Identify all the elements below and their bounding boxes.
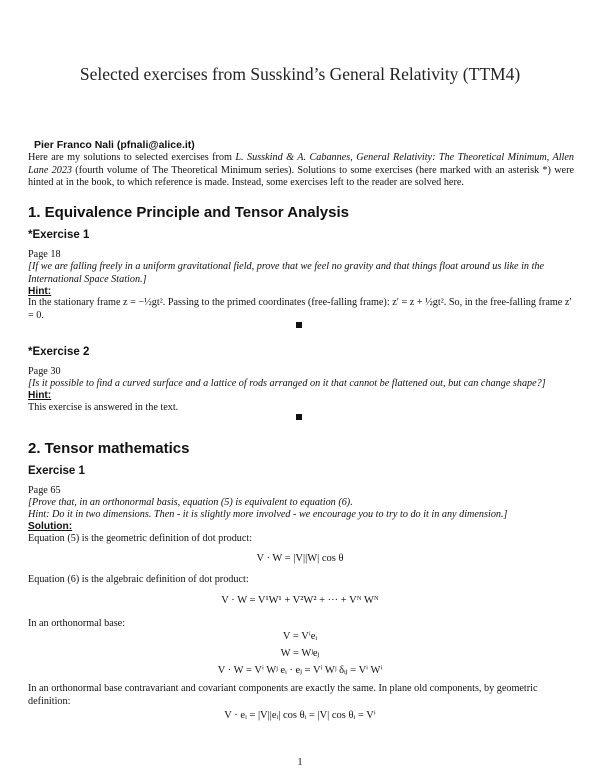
qed-square-icon [296, 414, 302, 420]
abstract-reference: L. Susskind & A. Cabannes, General Relativity: The Theoretical Minimum, Allen Lane 2023 [28, 152, 574, 176]
equation-algebraic-dot: V · W = V¹W¹ + V²W² + ··· + Vᴺ Wᴺ [221, 595, 379, 606]
exercise-1-2-hint-label: Hint: [28, 390, 52, 401]
exercise-1-2-title: *Exercise 2 [28, 346, 90, 358]
exercise-2-1-title: Exercise 1 [28, 465, 85, 477]
exercise-1-1-title: *Exercise 1 [28, 229, 90, 241]
solution-line-2: Equation (6) is the algebraic definition of dot product: [28, 574, 249, 585]
equation-dot-components: V · W = Vⁱ Wʲ eᵢ · eⱼ = Vⁱ Wʲ δᵢⱼ = Vⁱ Wⁱ [217, 665, 383, 676]
exercise-2-1-solution-label: Solution: [28, 521, 73, 532]
paper-title: Selected exercises from Susskind’s General Relativity (TTM4) [79, 64, 521, 84]
exercise-2-1-problem-2: Hint: Do it in two dimensions. Then - it is slightly more involved - we encourage you to try to do it in any dimension.] [28, 509, 508, 520]
page-number: 1 [297, 757, 303, 768]
abstract [28, 152, 574, 190]
exercise-1-1-problem: [If we are falling freely in a uniform gravitational field, prove that we feel no gravity and that things float around us like in the International Space Station.] [28, 261, 545, 285]
equation-w-components: W = Wʲeⱼ [280, 648, 320, 659]
exercise-2-1-page: Page 65 [28, 485, 61, 496]
section-2-heading: 2. Tensor mathematics [28, 440, 190, 457]
exercise-1-1-hint-label: Hint: [28, 286, 52, 297]
equation-geometric-dot: V · W = |V||W| cos θ [256, 553, 344, 564]
exercise-1-2-page: Page 30 [28, 366, 61, 377]
equation-projection: V · eᵢ = |V||eᵢ| cos θᵢ = |V| cos θᵢ = Vⁱ [224, 710, 376, 721]
author-line: Pier Franco Nali (pfnali@alice.it) [34, 139, 195, 151]
exercise-1-2-hint-text: This exercise is answered in the text. [28, 402, 179, 413]
solution-line-1: Equation (5) is the geometric definition of dot product: [28, 533, 253, 544]
exercise-1-2-problem: [Is it possible to find a curved surface and a lattice of rods arranged on it that cannot be flattened out, but can change shape?] [28, 378, 546, 389]
qed-square-icon [296, 322, 302, 328]
solution-line-4: In an orthonormal base contravariant and covariant components are exactly the same. In plane old components, by geometric definition: [28, 683, 538, 707]
solution-line-3: In an orthonormal base: [28, 618, 126, 629]
abstract-pre: Here are my solutions to selected exercises from [28, 152, 236, 163]
equation-v-components: V = Vⁱeᵢ [282, 631, 318, 642]
exercise-2-1-problem-1: [Prove that, in an orthonormal basis, equation (5) is equivalent to equation (6). [28, 497, 353, 508]
section-1-heading: 1. Equivalence Principle and Tensor Analysis [28, 204, 349, 221]
abstract-post: (fourth volume of The Theoretical Minimum series). Solutions to some exercises (here marked with an asterisk *) were hinted at in the book, to which reference is made. Instead, some exercises left to the reader are solved here. [28, 164, 574, 189]
exercise-1-1-page: Page 18 [28, 249, 61, 260]
exercise-1-1-hint-text: In the stationary frame z = −½gt². Passing to the primed coordinates (free-falling frame): z′ = z + ½gt². So, in the free-falling frame z′ = 0. [28, 297, 572, 321]
